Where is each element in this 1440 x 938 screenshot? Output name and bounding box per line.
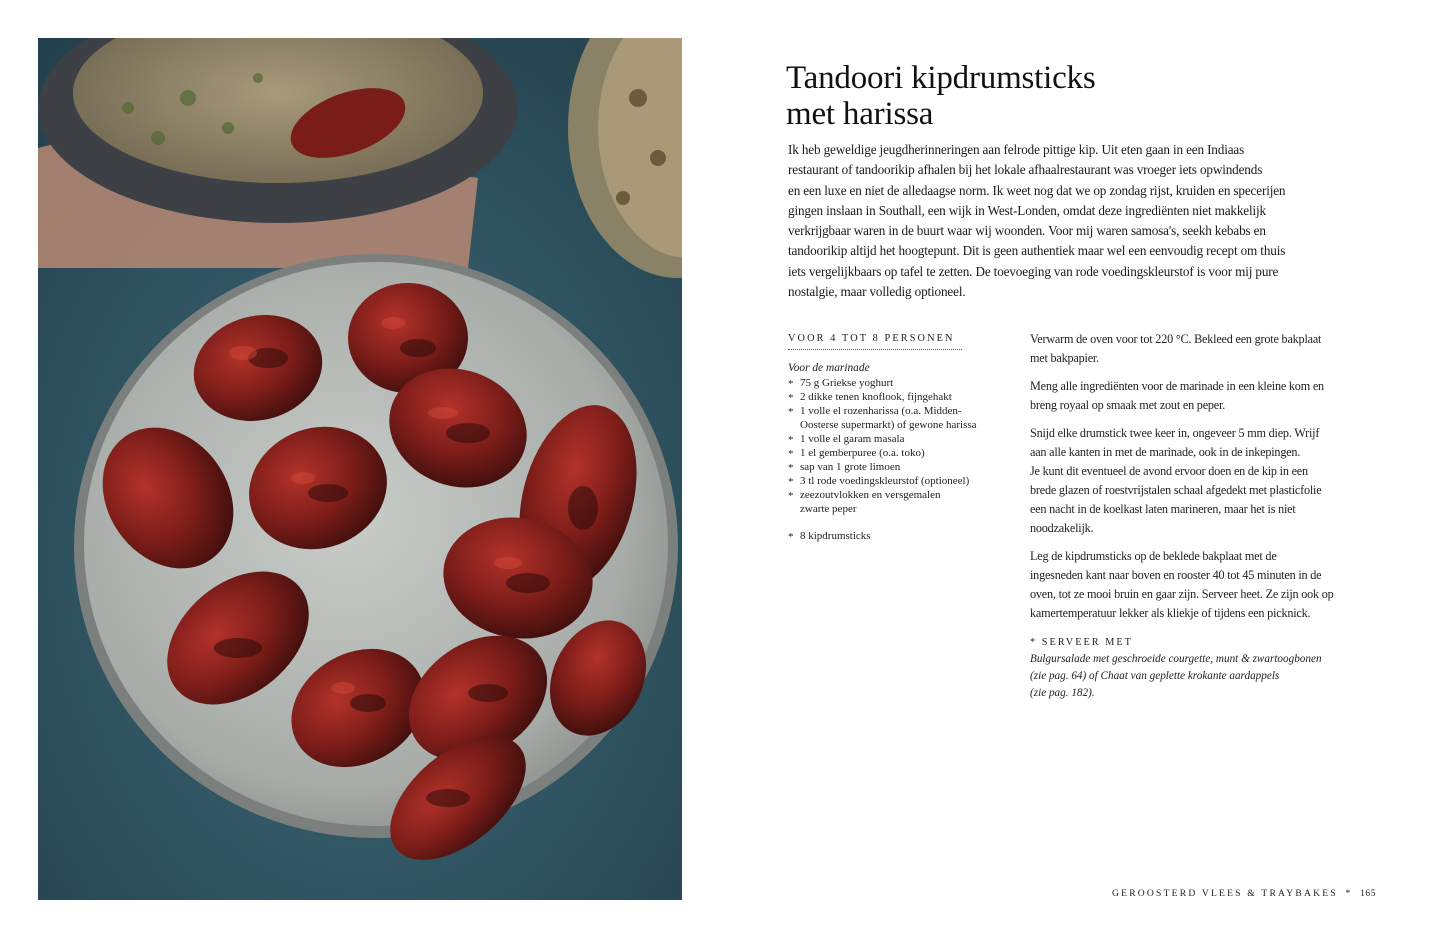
ingredient-text: 3 tl rode voedingskleurstof (optioneel): [800, 475, 970, 487]
ingredient-item: [788, 460, 1018, 474]
ingredient-text: 8 kipdrumsticks: [800, 530, 871, 542]
bullet-icon: *: [788, 476, 794, 488]
ingredient-text: 2 dikke tenen knoflook, fijngehakt: [800, 391, 952, 403]
method-step-line: Snijd elke drumstick twee keer in, ongeveer 5 mm diep. Wrijf: [1030, 426, 1320, 440]
page-footer: [1112, 888, 1376, 899]
ingredient-text: zwarte peper: [800, 503, 857, 515]
ingredients-list: [788, 376, 1018, 543]
method-step: [1030, 424, 1390, 538]
ingredient-text: 1 volle el garam masala: [800, 433, 905, 445]
method-step-line: Je kunt dit eventueel de avond ervoor doen en de kip in een: [1030, 464, 1308, 478]
method-step-line: Meng alle ingrediënten voor de marinade in een kleine kom en: [1030, 379, 1324, 393]
ingredient-text: 75 g Griekse yoghurt: [800, 377, 894, 389]
ingredient-item: [788, 474, 1018, 488]
intro-line: en een luxe en niet de alledaagse norm. Ik weet nog dat we op zondag rijst, kruiden en specerijen: [788, 182, 1286, 198]
method-step-line: oven, tot ze mooi bruin en gaar zijn. Serveer heet. Ze zijn ook op: [1030, 587, 1334, 601]
bullet-icon: *: [788, 462, 794, 474]
method-step-line: Leg de kipdrumsticks op de beklede bakplaat met de: [1030, 549, 1277, 563]
bullet-icon: *: [788, 490, 794, 502]
ingredient-item: [788, 390, 1018, 404]
intro-line: nostalgie, maar volledig optioneel.: [788, 284, 966, 300]
footer-section: GEROOSTERD VLEES & TRAYBAKES: [1112, 888, 1338, 899]
ingredient-text: 1 volle el rozenharissa (o.a. Midden-: [800, 405, 962, 417]
intro-line: verkrijgbaar waren in de buurt waar wij woonden. Voor mij waren samosa's, seekh kebabs en: [788, 223, 1266, 239]
ingredient-text: zeezoutvlokken en versgemalen: [800, 489, 941, 501]
serve-line: Bulgursalade met geschroeide courgette, munt & zwartoogbonen: [1030, 653, 1322, 665]
servings-heading: VOOR 4 TOT 8 PERSONEN: [788, 333, 962, 350]
recipe-title-line: met harissa: [786, 96, 934, 132]
intro-line: tandoorikip altijd het hoogtepunt. Dit is geen authentiek maar wel een eenvoudig recept om thuis: [788, 243, 1286, 259]
bullet-icon: *: [788, 406, 794, 418]
bullet-icon: *: [788, 448, 794, 460]
recipe-title-line: Tandoori kipdrumsticks: [786, 60, 1096, 96]
recipe-photo: [38, 38, 682, 900]
ingredient-item: [788, 432, 1018, 446]
ingredient-text: 1 el gemberpuree (o.a. toko): [800, 447, 925, 459]
footer-separator: *: [1345, 888, 1353, 899]
bullet-icon: *: [788, 378, 794, 390]
bullet-icon: *: [788, 434, 794, 446]
intro-line: Ik heb geweldige jeugdherinneringen aan felrode pittige kip. Uit eten gaan in een Indiaas: [788, 142, 1245, 157]
intro-line: restaurant of tandoorikip afhalen bij het lokale afhaalrestaurant was vroeger iets opwindends: [788, 162, 1263, 178]
ingredient-text: Oosterse supermarkt) of gewone harissa: [800, 419, 977, 431]
method-steps: [1030, 330, 1390, 623]
method-step-line: noodzakelijk.: [1030, 521, 1094, 535]
marinade-subheading: Voor de marinade: [788, 362, 870, 374]
tandoori-chicken-photo-icon: [38, 38, 682, 900]
page-number: 165: [1360, 888, 1376, 899]
ingredient-text: sap van 1 grote limoen: [800, 461, 901, 473]
recipe-title: [786, 60, 1346, 132]
bullet-icon: *: [788, 392, 794, 404]
method-step-line: brede glazen of roestvrijstalen schaal afgedekt met plasticfolie: [1030, 483, 1322, 497]
ingredient-item: [788, 376, 1018, 390]
method-step-line: ingesneden kant naar boven en rooster 40 tot 45 minuten in de: [1030, 568, 1322, 582]
method-step-line: breng royaal op smaak met zout en peper.: [1030, 398, 1226, 412]
ingredient-item: [788, 529, 1018, 543]
ingredient-item: [788, 446, 1018, 460]
method-step: [1030, 377, 1390, 415]
method-step: [1030, 547, 1390, 623]
method-step-line: Verwarm de oven voor tot 220 °C. Bekleed een grote bakplaat: [1030, 332, 1322, 346]
serve-line: (zie pag. 64) of Chaat van geplette krokante aardappels: [1030, 669, 1280, 682]
intro-line: iets vergelijkbaars op tafel te zetten. De toevoeging van rode voedingskleurstof is voor mij pure: [788, 263, 1279, 279]
method-step-line: met bakpapier.: [1030, 351, 1099, 365]
method-step-line: aan alle kanten in met de marinade, ook in de inkepingen.: [1030, 445, 1301, 459]
ingredients-column: [788, 326, 1018, 543]
ingredient-item: [788, 404, 1018, 432]
serve-with-heading: * SERVEER MET: [1030, 637, 1133, 648]
method-step: [1030, 330, 1390, 368]
intro-line: gingen inslaan in Southall, een wijk in West-Londen, omdat deze ingrediënten niet makkelijk: [788, 202, 1266, 218]
serve-line: (zie pag. 182).: [1030, 686, 1095, 699]
method-column: [1030, 330, 1390, 701]
recipe-intro: [788, 140, 1374, 302]
serve-with-text: [1030, 651, 1390, 701]
ingredient-item: [788, 488, 1018, 516]
method-step-line: een nacht in de koelkast laten marineren, maar het is niet: [1030, 502, 1296, 516]
bullet-icon: *: [788, 531, 794, 543]
method-step-line: kamertemperatuur lekker als kliekje of tijdens een picknick.: [1030, 606, 1311, 620]
